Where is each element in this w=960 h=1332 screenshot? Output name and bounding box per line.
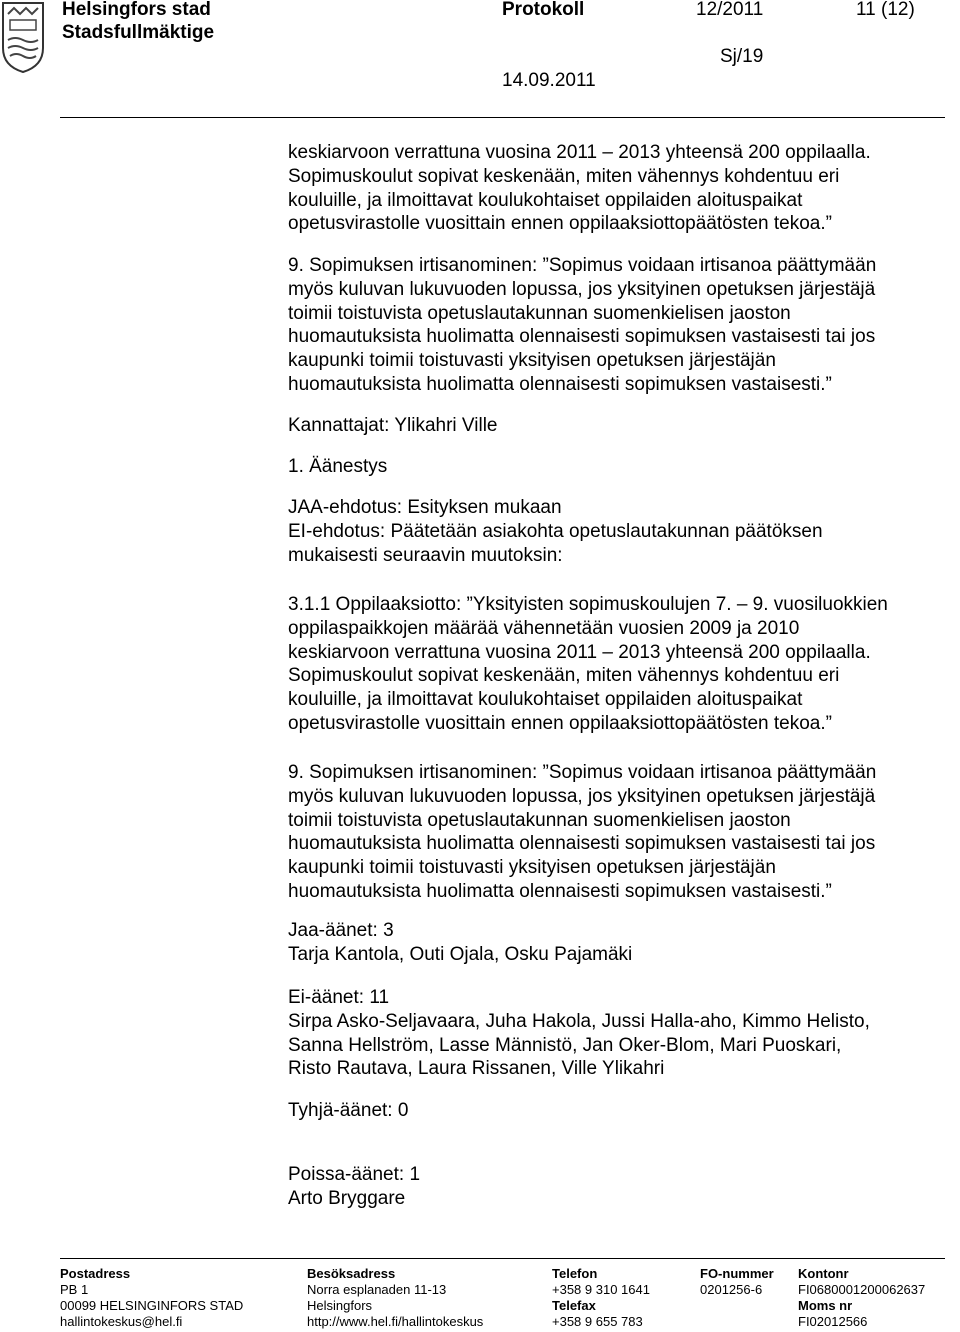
no-votes <box>288 986 870 1081</box>
text-line: keskiarvoon verrattuna vuosina 2011 – 2013 yhteensä 200 oppilaalla. <box>288 142 871 163</box>
footer-value: Helsingfors <box>307 1298 373 1313</box>
meeting-date: 14.09.2011 <box>502 70 596 91</box>
vote-title: 1. Äänestys <box>288 456 388 477</box>
footer-phone <box>552 1266 650 1330</box>
footer-fo-number <box>700 1266 774 1298</box>
text-line: Poissa-äänet: 1 <box>288 1164 421 1185</box>
footer-label: FO-nummer <box>700 1266 774 1281</box>
text-line: Arto Bryggare <box>288 1187 406 1209</box>
text-line: myös kuluvan lukuvuoden lopussa, jos yksityinen opetuksen järjestäjä <box>288 785 876 807</box>
coat-of-arms-logo <box>0 0 46 74</box>
text-line: 3.1.1 Oppilaaksiotto: ”Yksityisten sopimuskoulujen 7. – 9. vuosiluokkien <box>288 594 888 615</box>
text-line: JAA-ehdotus: Esityksen mukaan <box>288 497 562 518</box>
section-code: Sj/19 <box>720 46 764 67</box>
footer-label: Besöksadress <box>307 1266 396 1281</box>
text-line: huomautuksista huolimatta olennaisesti sopimuksen vastaisesti tai jos <box>288 326 876 348</box>
supporters-line: Kannattajat: Ylikahri Ville <box>288 415 498 436</box>
document-number: 12/2011 <box>696 0 764 20</box>
text-line: kaupunki toimii toistuvasti yksityisen opetuksen järjestäjän <box>288 350 776 372</box>
text-line: 9. Sopimuksen irtisanominen: ”Sopimus voidaan irtisanoa päättymään <box>288 255 877 276</box>
paragraph-quota-end <box>288 141 871 236</box>
text-line: Sopimuskoulut sopivat keskenään, miten vähennys kohdentuu eri <box>288 165 840 187</box>
text-line: huomautuksista huolimatta olennaisesti sopimuksen vastaisesti.” <box>288 880 832 902</box>
text-line: Tarja Kantola, Outi Ojala, Osku Pajamäki <box>288 943 633 965</box>
text-line: Ei-äänet: 11 <box>288 987 390 1008</box>
text-line: myös kuluvan lukuvuoden lopussa, jos yksityinen opetuksen järjestäjä <box>288 278 876 300</box>
text-line: 9. Sopimuksen irtisanominen: ”Sopimus voidaan irtisanoa päättymään <box>288 762 877 783</box>
text-line: Sirpa Asko-Seljavaara, Juha Hakola, Jussi Halla-aho, Kimmo Helisto, <box>288 1010 870 1032</box>
footer-label: Telefon <box>552 1266 598 1281</box>
text-line: opetusvirastolle vuosittain ennen oppilaaksiottopäätösten tekoa.” <box>288 213 832 235</box>
footer-account <box>798 1266 925 1330</box>
document-type: Protokoll <box>502 0 585 20</box>
paragraph-termination-2 <box>288 761 876 904</box>
yes-votes <box>288 919 632 967</box>
footer-label: Moms nr <box>798 1298 853 1313</box>
footer-label: Postadress <box>60 1266 131 1281</box>
paragraph-admission <box>288 593 888 736</box>
text-line: opetusvirastolle vuosittain ennen oppilaaksiottopäätösten tekoa.” <box>288 712 832 734</box>
vote-proposals <box>288 496 823 567</box>
footer-postal <box>60 1266 243 1330</box>
text-line: keskiarvoon verrattuna vuosina 2011 – 2013 yhteensä 200 oppilaalla. <box>288 641 871 663</box>
blank-votes: Tyhjä-äänet: 0 <box>288 1100 409 1121</box>
org-body: Stadsfullmäktige <box>62 22 215 43</box>
footer-value: Norra esplanaden 11-13 <box>307 1282 447 1297</box>
page-number: 11 (12) <box>856 0 915 20</box>
org-name: Helsingfors stad <box>62 0 211 20</box>
header-rule <box>60 117 945 118</box>
footer-value: 00099 HELSINGINFORS STAD <box>60 1298 244 1313</box>
paragraph-termination <box>288 254 876 397</box>
footer-website-link[interactable]: http://www.hel.fi/hallintokeskus <box>307 1314 484 1329</box>
footer-label: Kontonr <box>798 1266 849 1281</box>
text-line: kaupunki toimii toistuvasti yksityisen opetuksen järjestäjän <box>288 857 776 879</box>
text-line: kouluille, ja ilmoittavat koulukohtaiset oppilaiden aloituspaikat <box>288 189 803 211</box>
text-line: Sanna Hellström, Lasse Männistö, Jan Oker-Blom, Mari Puoskari, <box>288 1034 842 1056</box>
footer-email-link[interactable]: hallintokeskus@hel.fi <box>60 1314 183 1329</box>
text-line: toimii toistuvista opetuslautakunnan suomenkielisen jaoston <box>288 302 791 324</box>
text-line: huomautuksista huolimatta olennaisesti sopimuksen vastaisesti tai jos <box>288 833 876 855</box>
footer-label: Telefax <box>552 1298 596 1313</box>
footer-value: +358 9 655 783 <box>552 1314 643 1329</box>
footer-value: FI0680001200062637 <box>798 1282 926 1297</box>
text-line: mukaisesti seuraavin muutoksin: <box>288 544 563 566</box>
text-line: oppilaspaikkojen määrää vähennetään vuosien 2009 ja 2010 <box>288 617 800 639</box>
text-line: Sopimuskoulut sopivat keskenään, miten vähennys kohdentuu eri <box>288 665 840 687</box>
footer-value: PB 1 <box>60 1282 89 1297</box>
text-line: Jaa-äänet: 3 <box>288 920 394 941</box>
absent-votes <box>288 1163 420 1211</box>
footer-value: +358 9 310 1641 <box>552 1282 650 1297</box>
text-line: toimii toistuvista opetuslautakunnan suomenkielisen jaoston <box>288 809 791 831</box>
footer-value: 0201256-6 <box>700 1282 763 1297</box>
text-line: huomautuksista huolimatta olennaisesti sopimuksen vastaisesti.” <box>288 373 832 395</box>
text-line: Risto Rautava, Laura Rissanen, Ville Ylikahri <box>288 1058 665 1080</box>
footer-rule <box>60 1258 945 1259</box>
text-line: EI-ehdotus: Päätetään asiakohta opetuslautakunnan päätöksen <box>288 520 823 542</box>
footer-visit <box>307 1266 483 1330</box>
footer-value: FI02012566 <box>798 1314 868 1329</box>
text-line: kouluille, ja ilmoittavat koulukohtaiset oppilaiden aloituspaikat <box>288 689 803 711</box>
